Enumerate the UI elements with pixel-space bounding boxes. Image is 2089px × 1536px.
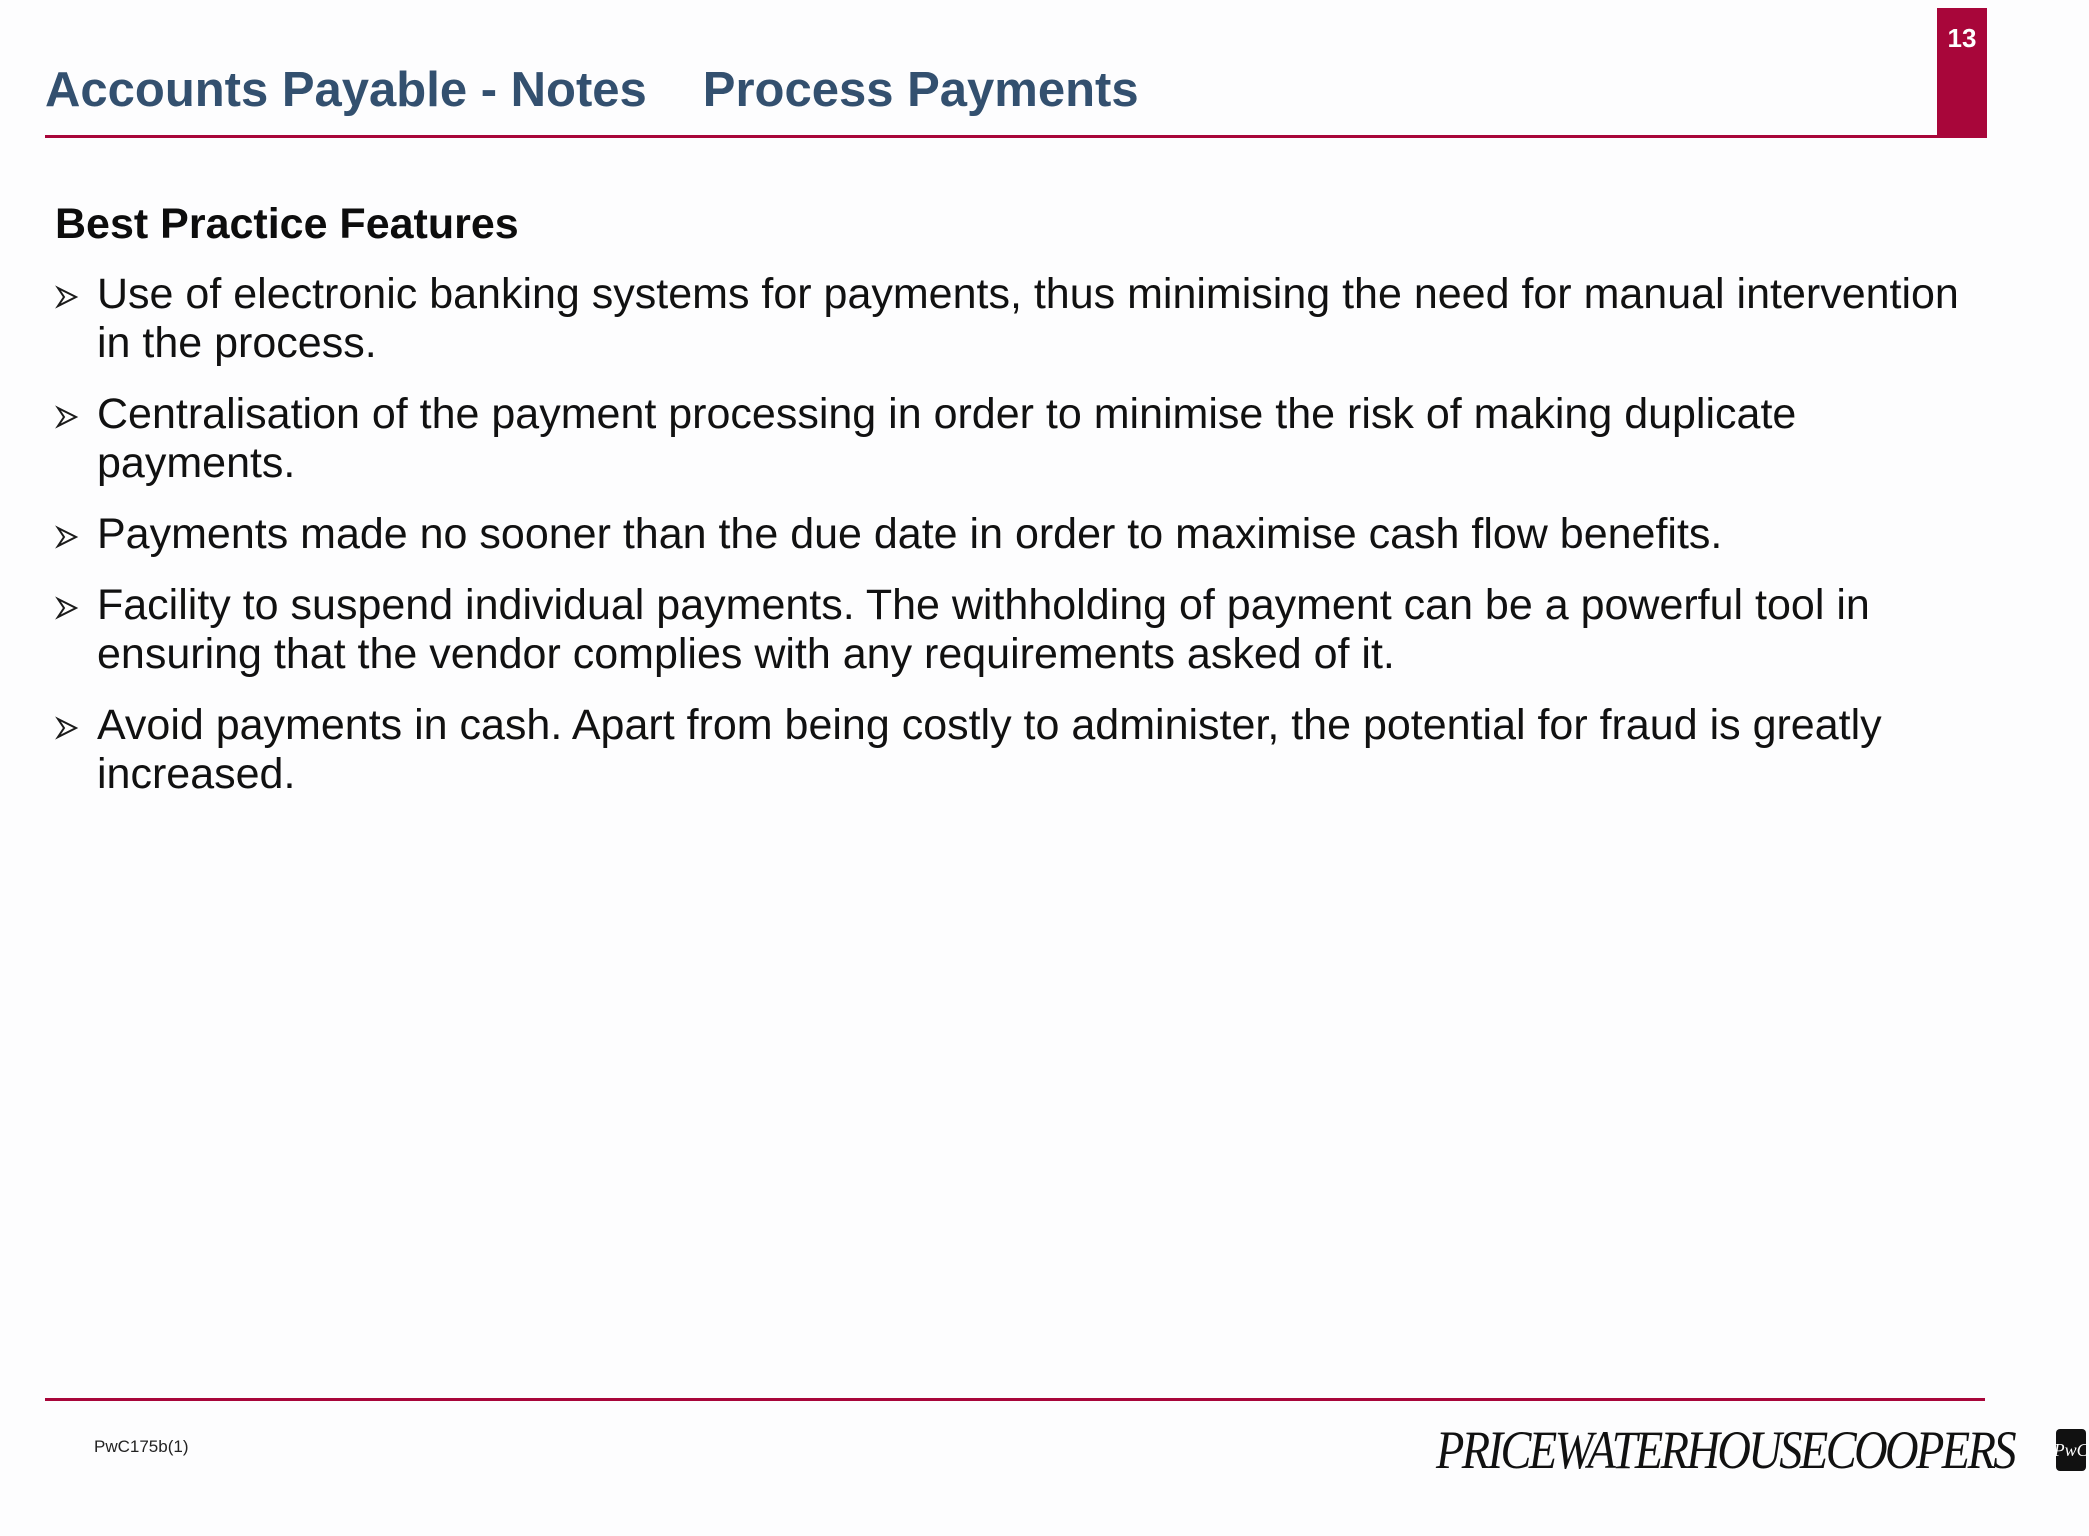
bullet-text: Centralisation of the payment processing in order to minimise the risk of making duplicate payments. — [97, 390, 1797, 487]
document-code: PwC175b(1) — [94, 1437, 189, 1456]
bullet-text: Payments made no sooner than the due date in order to maximise cash flow benefits. — [97, 510, 1723, 558]
arrowhead-bullet-icon — [55, 405, 79, 429]
bullet-list — [55, 270, 1985, 821]
company-logo — [1436, 1410, 2089, 1490]
section-heading: Best Practice Features — [55, 200, 519, 248]
list-item — [55, 581, 1985, 679]
list-item — [55, 701, 1985, 799]
title-divider — [45, 135, 1987, 138]
page-number-badge — [1937, 8, 1987, 138]
list-item — [55, 510, 1985, 559]
arrowhead-bullet-icon — [55, 596, 79, 620]
slide-title — [45, 64, 1139, 118]
bullet-text: Avoid payments in cash. Apart from being costly to administer, the potential for fraud is greatly increased. — [97, 701, 1882, 798]
arrowhead-bullet-icon — [55, 716, 79, 740]
arrowhead-bullet-icon — [55, 285, 79, 309]
title-section: Accounts Payable - Notes — [45, 63, 647, 117]
list-item — [55, 270, 1985, 368]
footer-divider — [45, 1398, 1985, 1401]
list-item — [55, 390, 1985, 488]
bullet-text: Use of electronic banking systems for payments, thus minimising the need for manual intervention in the process. — [97, 270, 1959, 367]
logo-wordmark: PRICEWATERHOUSECOOPERS — [1436, 1420, 2015, 1480]
bullet-text: Facility to suspend individual payments. The withholding of payment can be a powerful tool in ensuring that the vendor complies with any requirements asked of it. — [97, 581, 1870, 678]
page-number: 13 — [1947, 23, 1977, 53]
title-topic: Process Payments — [702, 63, 1139, 117]
arrowhead-bullet-icon — [55, 525, 79, 549]
logo-mark-icon: PwC — [2056, 1429, 2086, 1471]
